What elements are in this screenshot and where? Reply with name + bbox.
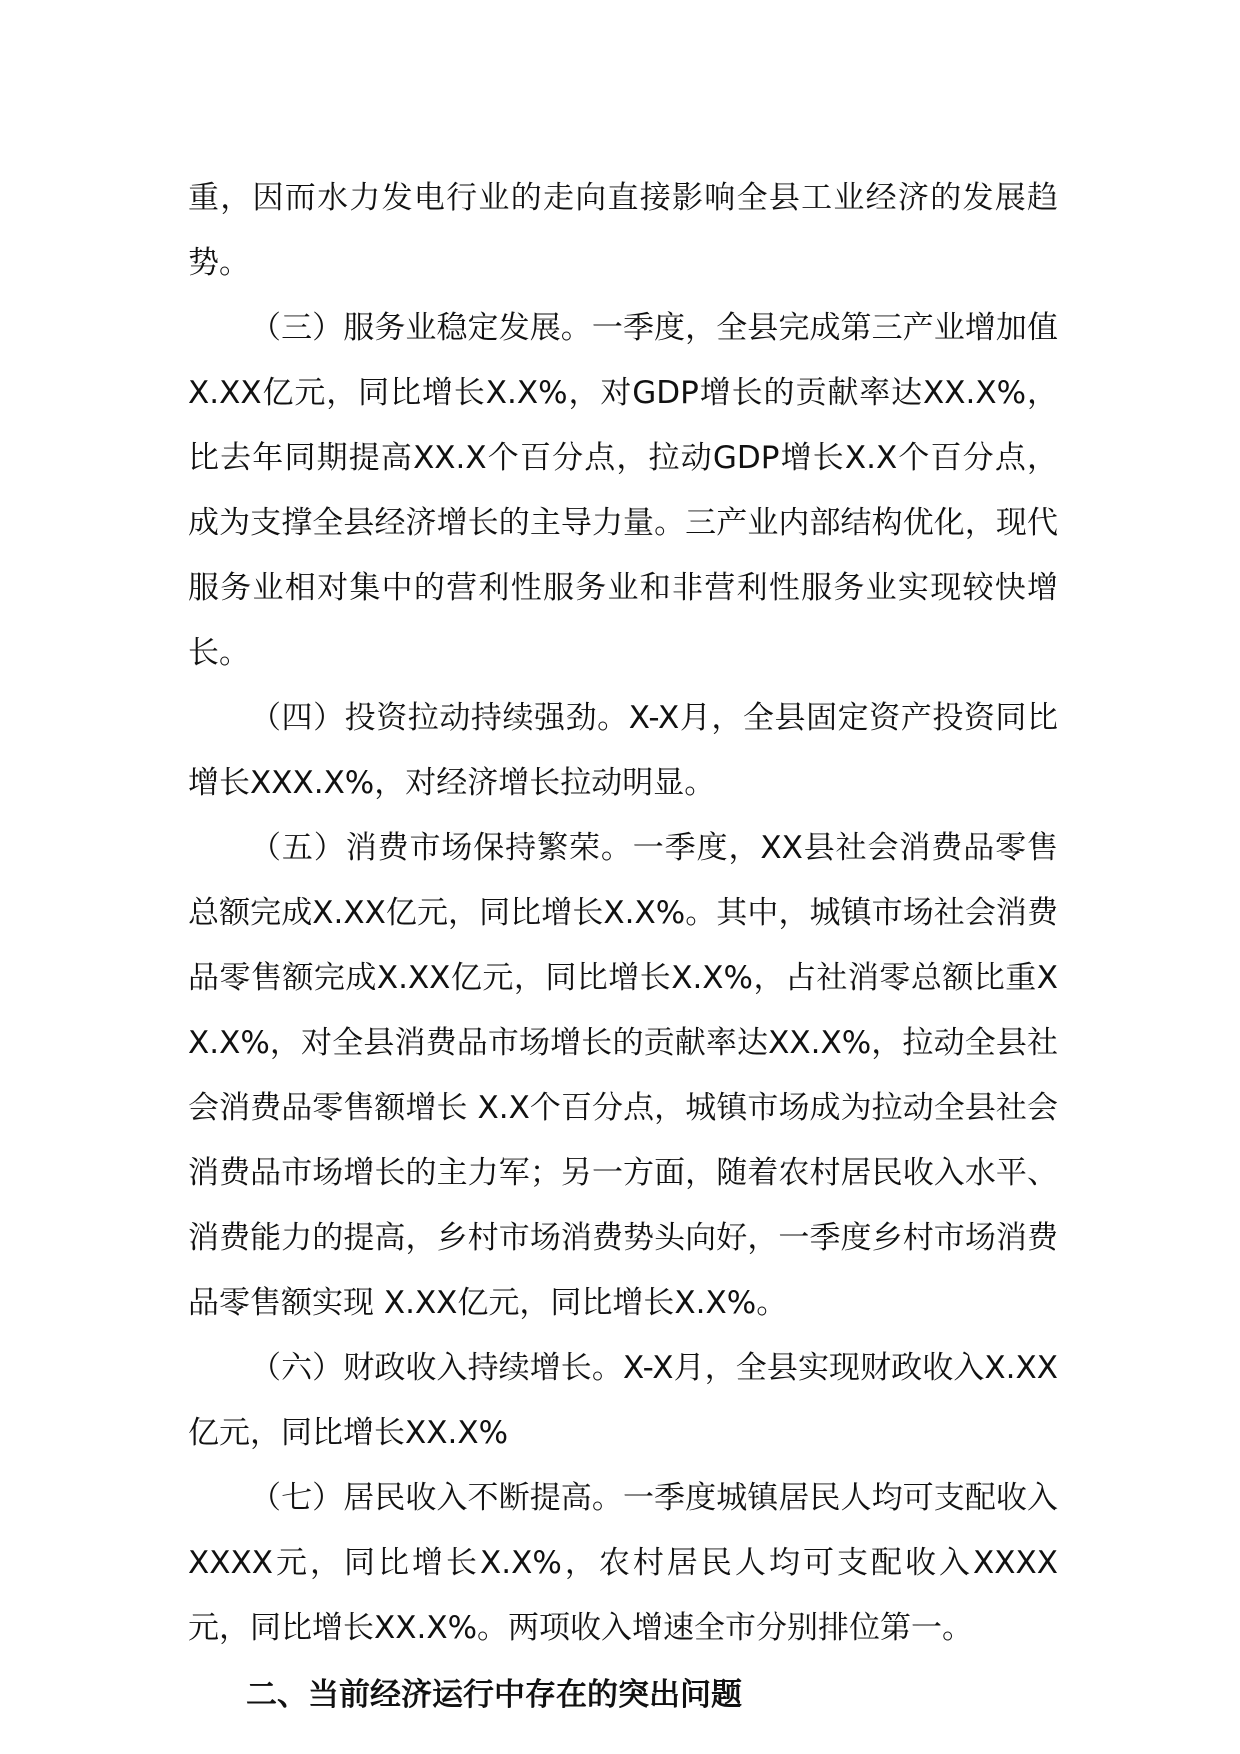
paragraph-continuation: 重，因而水力发电行业的走向直接影响全县工业经济的发展趋势。 xyxy=(188,180,1058,281)
section-heading: 二、当前经济运行中存在的突出问题 xyxy=(246,1677,742,1713)
document-body xyxy=(188,166,1058,1728)
paragraph-resident-income: （七）居民收入不断提高。一季度城镇居民人均可支配收入XXXX元，同比增长X.X%，农村居民人均可支配收入XXXX元，同比增长XX.X%。两项收入增速全市分别排位第一。 xyxy=(188,1480,1058,1646)
paragraph-fiscal-revenue: （六）财政收入持续增长。X-X月，全县实现财政收入X.XX亿元，同比增长XX.X% xyxy=(188,1350,1058,1451)
paragraph-consumption: （五）消费市场保持繁荣。一季度，XX县社会消费品零售总额完成X.XX亿元，同比增长X.X%。其中，城镇市场社会消费品零售额完成X.XX亿元，同比增长X.X%，占社消零总额比重XX.X%，对全县消费品市场增长的贡献率达XX.X%，拉动全县社会消费品零售额增长 X.X个百分点，城镇市场成为拉动全县社会消费品市场增长的主力军；另一方面，随着农村居民收入水平、消费能力的提高，乡村市场消费势头向好，一季度乡村市场消费品零售额实现 X.XX亿元，同比增长X.X%。 xyxy=(188,830,1058,1321)
paragraph-investment: （四）投资拉动持续强劲。X-X月，全县固定资产投资同比增长XXX.X%，对经济增长拉动明显。 xyxy=(188,700,1058,801)
paragraph-services: （三）服务业稳定发展。一季度，全县完成第三产业增加值X.XX亿元，同比增长X.X%，对GDP增长的贡献率达XX.X%，比去年同期提高XX.X个百分点，拉动GDP增长X.X个百分点，成为支撑全县经济增长的主导力量。三产业内部结构优化，现代服务业相对集中的营利性服务业和非营利性服务业实现较快增长。 xyxy=(188,310,1058,671)
